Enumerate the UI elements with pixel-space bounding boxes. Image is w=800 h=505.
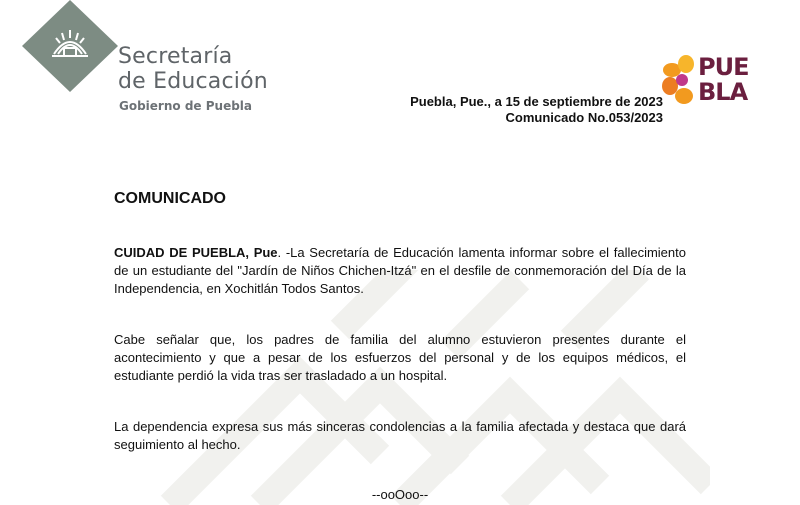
watermark-emblem [150,270,710,505]
communique-number: Comunicado No.053/2023 [505,110,663,125]
closing-mark: --ooOoo-- [371,487,429,502]
date-line: Puebla, Pue., a 15 de septiembre de 2023 [410,94,663,109]
brand-word-bottom: BLA [698,78,748,106]
paragraph-1-body: . -La Secretaría de Educación lamenta informar sobre el fallecimiento de un estudiante del "Jardín de Niños Chichen-Itzá" en el desfile de conmemoración del Día de la Independencia, en Xochitlán Todos Santos. [114,245,686,296]
org-name-line2: de Educación [118,69,268,94]
paragraph-1-lead: CUIDAD DE PUEBLA, Pue [114,245,278,260]
paragraph-1 [114,244,686,298]
secretaria-logo [22,0,118,96]
paragraph-3: La dependencia expresa sus más sinceras condolencias a la familia afectada y destaca que dará seguimiento al hecho. [114,419,686,452]
org-subtitle: Gobierno de Puebla [119,99,253,113]
puebla-flower-icon [662,52,702,108]
org-name-line1: Secretaría [118,44,233,69]
date-block [410,94,663,126]
puebla-logo [662,52,754,108]
paragraph-2: Cabe señalar que, los padres de familia del alumno estuvieron presentes durante el acontecimiento y que a pesar de los esfuerzos del personal y de los equipos médicos, el estudiante perdió la vida tras ser trasladado a un hospital. [114,332,686,383]
document-title: COMUNICADO [114,190,226,207]
secretaria-diamond-icon [22,0,118,96]
brand-word-top: PUE [698,53,749,81]
